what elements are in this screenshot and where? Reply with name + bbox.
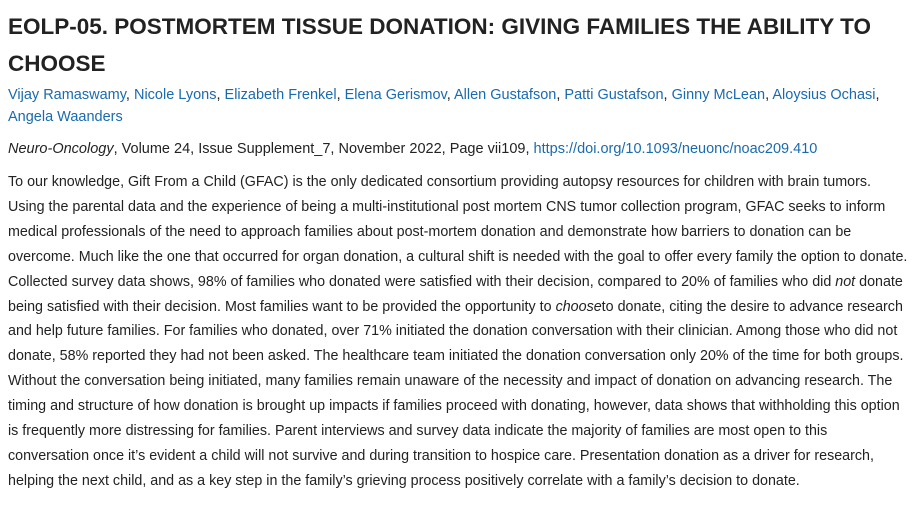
abstract-text [8, 170, 911, 494]
author-link[interactable]: Vijay Ramaswamy [8, 87, 126, 103]
abstract-emphasis-choose: choose [555, 298, 602, 315]
author-link[interactable]: Nicole Lyons [133, 87, 217, 103]
author-link[interactable]: Elena Gerismov [344, 87, 447, 103]
author-link[interactable]: Elizabeth Frenkel [224, 87, 337, 103]
author-separator: , [663, 87, 672, 103]
author-separator: , [216, 87, 225, 103]
citation-details: , Volume 24, Issue Supplement_7, November 2022, Page vii109, [113, 141, 534, 157]
author-separator: , [336, 87, 345, 103]
author-list [8, 84, 911, 128]
author-separator: , [556, 87, 565, 103]
author-separator: , [875, 87, 880, 103]
author-link[interactable]: Patti Gustafson [564, 87, 664, 103]
abstract-part-1: To our knowledge, Gift From a Child (GFAC) is the only dedicated consortium providing autopsy resources for children with brain tumors. Using the parental data and the experience of being a multi-institutional post mortem CNS tumor collection program, GFAC seeks to inform medical professionals of the need to approach families about post-mortem donation and demonstrate how barriers to donation can be overcome. Much like the one that occurred for organ donation, a cultural shift is needed with the goal to offer every family the option to donate. Collected survey data shows, 98% of families who donated were satisfied with their decision, compared to 20% of families who did [8, 174, 908, 290]
author-link[interactable]: Ginny McLean [671, 87, 766, 103]
author-separator: , [446, 87, 454, 103]
article-title: EOLP-05. POSTMORTEM TISSUE DONATION: GIVING FAMILIES THE ABILITY TO CHOOSE [8, 14, 871, 76]
author-link[interactable]: Aloysius Ochasi [772, 87, 876, 103]
abstract-emphasis-not: not [835, 273, 856, 290]
citation-line [8, 138, 911, 160]
author-separator: , [765, 87, 773, 103]
author-link[interactable]: Angela Waanders [8, 109, 123, 125]
abstract-part-2: donate being satisfied with their decision. Most families want to be provided the opportunity to [8, 273, 903, 315]
doi-link[interactable]: https://doi.org/10.1093/neuonc/noac209.410 [533, 141, 818, 157]
journal-name: Neuro-Oncology [8, 141, 114, 157]
author-link[interactable]: Allen Gustafson [453, 87, 557, 103]
abstract-part-3: to donate, citing the desire to advance research and help future families. For families who donated, over 71% initiated the donation conversation with their clinician. Among those who did not donate, 58% reported they had not been asked. The healthcare team initiated the donation conversation only 20% of the time for both groups. Without the conversation being initiated, many families remain unaware of the necessity and impact of donation on advancing research. The timing and structure of how donation is brought up impacts if families proceed with donating, however, data shows that withholding this option is frequently more distressing for families. Parent interviews and survey data indicate the majority of families are most open to this conversation once it’s evident a child will not survive and during transition to hospice care. Presentation donation as a driver for research, helping the next child, and as a key step in the family’s grieving process positively correlate with a family’s decision to donate. [8, 298, 904, 489]
author-separator: , [125, 87, 134, 103]
